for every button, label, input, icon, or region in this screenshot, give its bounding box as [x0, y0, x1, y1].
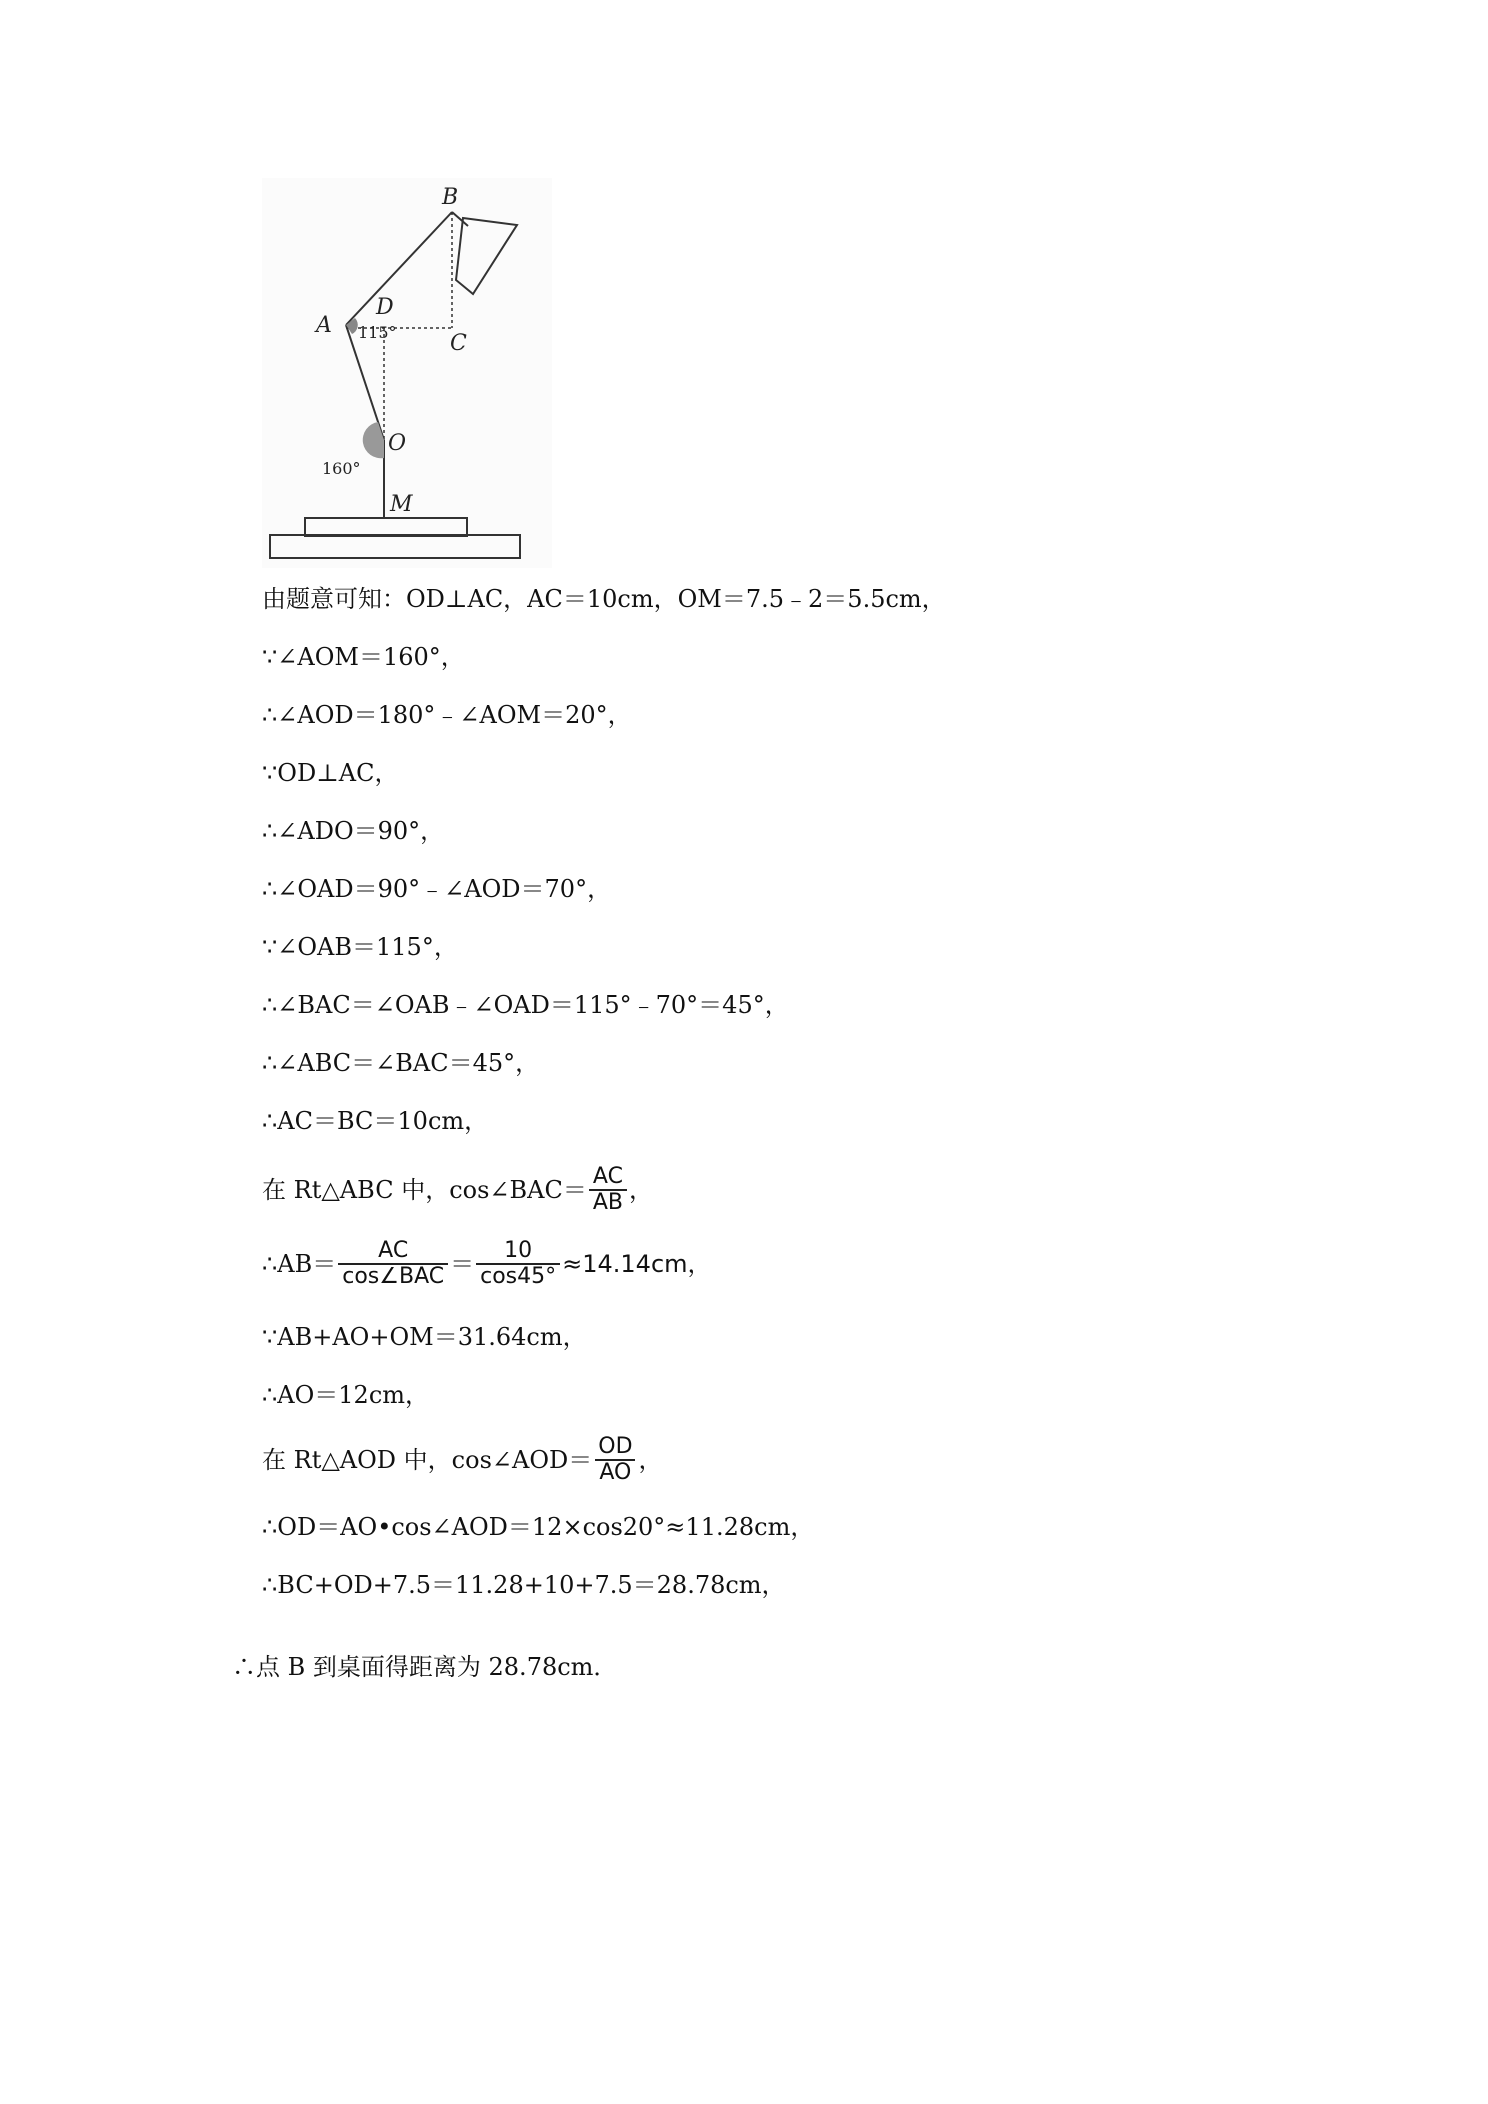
line-12-prefix: ∴AB＝	[262, 1250, 337, 1278]
solution-line-14: ∴AO＝12cm，	[262, 1381, 430, 1409]
solution-line-2: ∵∠AOM＝160°，	[262, 643, 465, 671]
fraction-denominator: AB	[589, 1189, 627, 1215]
solution-line-5: ∴∠ADO＝90°，	[262, 817, 445, 845]
fraction-numerator: AC	[592, 1164, 623, 1189]
solution-line-17: ∴BC+OD+7.5＝11.28+10+7.5＝28.78cm，	[262, 1571, 786, 1599]
solution-line-9: ∴∠ABC＝∠BAC＝45°，	[262, 1049, 540, 1077]
fraction-denominator: AO	[595, 1459, 635, 1485]
fraction-denominator: cos45°	[476, 1263, 560, 1289]
fraction-od-over-ao	[594, 1435, 636, 1485]
line-15-prefix: 在 Rt△AOD 中，cos∠AOD＝	[262, 1446, 593, 1474]
fraction-ac-over-cos-bac	[338, 1239, 448, 1289]
solution-line-16: ∴OD＝AO•cos∠AOD＝12×cos20°≈11.28cm，	[262, 1513, 815, 1541]
label-m: M	[390, 492, 413, 517]
solution-line-1: 由题意可知：OD⊥AC，AC＝10cm，OM＝7.5﹣2＝5.5cm，	[262, 585, 946, 613]
line-12-suffix: ≈14.14cm，	[562, 1250, 712, 1278]
line-11-suffix: ，	[629, 1176, 654, 1204]
fraction-numerator: OD	[598, 1434, 633, 1459]
angle-label-a: 115°	[358, 323, 397, 342]
line-11-prefix: 在 Rt△ABC 中，cos∠BAC＝	[262, 1176, 587, 1204]
label-c: C	[450, 331, 467, 356]
label-d: D	[376, 295, 394, 320]
fraction-numerator: AC	[378, 1238, 409, 1263]
solution-line-8: ∴∠BAC＝∠OAB﹣∠OAD＝115°﹣70°＝45°，	[262, 991, 789, 1019]
lamp-geometry-svg	[262, 178, 552, 568]
fraction-denominator: cos∠BAC	[338, 1263, 448, 1289]
solution-line-4: ∵OD⊥AC，	[262, 759, 399, 787]
label-a: A	[316, 313, 332, 338]
label-o: O	[388, 431, 407, 456]
solution-line-11	[262, 1160, 653, 1220]
angle-label-o: 160°	[322, 459, 361, 478]
label-b: B	[442, 185, 459, 210]
fraction-10-over-cos45	[476, 1239, 560, 1289]
desk-lamp-diagram	[262, 178, 552, 568]
solution-line-3: ∴∠AOD＝180°﹣∠AOM＝20°，	[262, 701, 632, 729]
line-12-equals: ＝	[450, 1250, 475, 1278]
solution-line-10: ∴AC＝BC＝10cm，	[262, 1107, 489, 1135]
solution-line-15	[262, 1430, 663, 1490]
solution-line-13: ∵AB+AO+OM＝31.64cm，	[262, 1323, 587, 1351]
solution-line-12	[262, 1234, 712, 1294]
line-15-suffix: ，	[638, 1446, 663, 1474]
fraction-numerator: 10	[504, 1238, 533, 1263]
final-conclusion: ∴点 B 到桌面得距离为 28.78cm．	[232, 1653, 618, 1681]
fraction-ac-over-ab	[589, 1165, 627, 1215]
solution-line-7: ∵∠OAB＝115°，	[262, 933, 458, 961]
solution-line-6: ∴∠OAD＝90°﹣∠AOD＝70°，	[262, 875, 612, 903]
